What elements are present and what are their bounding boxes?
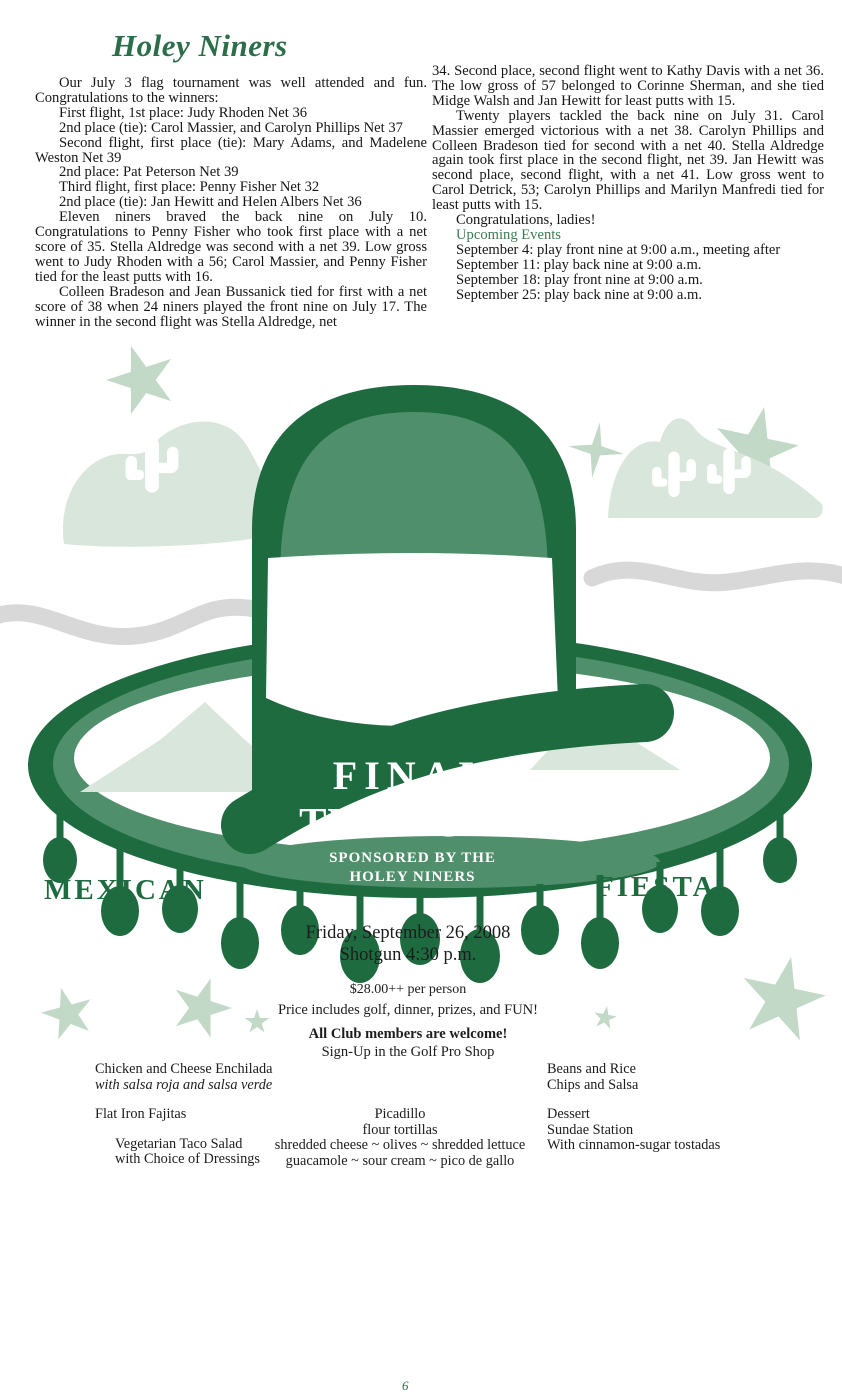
schedule-line: September 4: play front nine at 9:00 a.m., meeting after: [456, 241, 781, 258]
buffet-item: Dessert: [547, 1106, 590, 1123]
star-icon: [734, 948, 832, 1043]
banner-word-mexican: MEXICAN: [44, 874, 207, 906]
article-paragraph: Second flight, first place (tie): Mary Adams, and Madelene Weston Net 39: [35, 134, 427, 166]
article-paragraph: First flight, 1st place: Judy Rhoden Net 36: [59, 104, 308, 121]
banner-word-fiesta: FIESTA!: [596, 871, 730, 903]
buffet-item: flour tortillas: [362, 1121, 438, 1138]
buffet-title: BUFFET: [352, 1059, 470, 1102]
buffet-item: Flat Iron Fajitas: [95, 1106, 187, 1123]
buffet-middle-column: [262, 1107, 538, 1169]
article-paragraph: Congratulations, ladies!: [456, 212, 596, 229]
article-paragraph: Third flight, first place: Penny Fisher Net 32: [59, 179, 320, 196]
article-paragraph: 2nd place (tie): Jan Hewitt and Helen Albers Net 36: [59, 194, 362, 211]
page-title: Holey Niners: [112, 28, 288, 63]
buffet-item: Chicken and Cheese Enchilada: [95, 1061, 273, 1077]
buffet-item-note: with Choice of Dressings: [115, 1151, 260, 1168]
schedule-line: September 25: play back nine at 9:00 a.m.: [456, 286, 702, 303]
event-date: Friday, September 26, 2008: [305, 923, 511, 943]
upcoming-events-heading: Upcoming Events: [456, 226, 561, 243]
buffet-item: With cinnamon-sugar tostadas: [547, 1137, 721, 1154]
buffet-item: Sundae Station: [547, 1121, 634, 1138]
schedule-line: September 11: play back nine at 9:00 a.m.: [456, 256, 702, 273]
star-icon: [165, 969, 238, 1041]
article-paragraph: Twenty players tackled the back nine on July 31. Carol Massier emerged victorious with a net 38. Carolyn Phillips and Colleen Bradeson tied for second with a net 40. Stella Aldredge again took first place in the second flight, net 39. Jan Hewitt was second place, second flight, with a net 41. Low gross went to Carol Detrick, 53; Carolyn Phillips and Marilyn Manfredi tied for least putts with 15.: [432, 107, 824, 214]
article-right-column: [432, 64, 824, 303]
article-paragraph: Eleven niners braved the back nine on July 10. Congratulations to Penny Fisher who took first place with a net score of 35. Stella Aldredge was second with a net 39. Low gross went to Judy Rhoden with a 56; Carol Massier, and Penny Fisher tied for the least putts with 16.: [35, 209, 427, 285]
buffet-right-column: [547, 1062, 752, 1154]
article-left-column: [35, 76, 427, 329]
article-paragraph: Colleen Bradeson and Jean Bussanick tied for first with a net score of 38 when 24 niners played the front nine on July 17. The winner in the second flight was Stella Aldredge, net: [35, 283, 427, 330]
article-paragraph: 2nd place: Pat Peterson Net 39: [59, 164, 239, 181]
star-icon: [592, 1004, 618, 1029]
article-paragraph: 2nd place (tie): Carol Massier, and Carolyn Phillips Net 37: [59, 119, 403, 136]
star-icon: [98, 335, 183, 418]
event-details-panel: [262, 922, 554, 1061]
event-price: $28.00++ per person: [349, 982, 467, 997]
event-time: Shotgun 4:30 p.m.: [339, 945, 477, 965]
star-icon: [36, 981, 98, 1041]
event-title-line2: TWILIGHT: [299, 799, 526, 845]
crown-title-block: [270, 754, 555, 887]
buffet-item: Picadillo: [374, 1106, 426, 1122]
event-signup: Sign-Up in the Golf Pro Shop: [321, 1044, 495, 1060]
right-squiggle: [592, 570, 842, 583]
schedule-line: September 18: play front nine at 9:00 a.m.: [456, 271, 703, 288]
article-paragraph: Our July 3 flag tournament was well attended and fun. Congratulations to the winners:: [35, 75, 427, 106]
event-subtitle-line1: SPONSORED BY THE: [329, 850, 496, 866]
article-paragraph: 34. Second place, second flight went to Kathy Davis with a net 36. The low gross of 57 belonged to Corinne Sherman, and she tied Midge Walsh and Jan Hewitt for least putts with 15.: [432, 63, 824, 109]
buffet-item: Vegetarian Taco Salad: [115, 1135, 243, 1152]
event-welcome: All Club members are welcome!: [308, 1026, 508, 1042]
buffet-item: Chips and Salsa: [547, 1076, 639, 1093]
event-includes: Price includes golf, dinner, prizes, and FUN!: [278, 1002, 538, 1018]
buffet-item: shredded cheese ~ olives ~ shredded lettuce: [274, 1137, 526, 1154]
left-hills: [63, 421, 282, 546]
buffet-item-note: with salsa roja and salsa verde: [95, 1076, 273, 1093]
page-number: 6: [402, 1378, 409, 1393]
buffet-item: guacamole ~ sour cream ~ pico de gallo: [285, 1152, 515, 1169]
event-title-line1: FINAL: [332, 753, 493, 798]
buffet-item: Beans and Rice: [547, 1061, 636, 1077]
event-subtitle-line2: HOLEY NINERS: [349, 869, 476, 885]
